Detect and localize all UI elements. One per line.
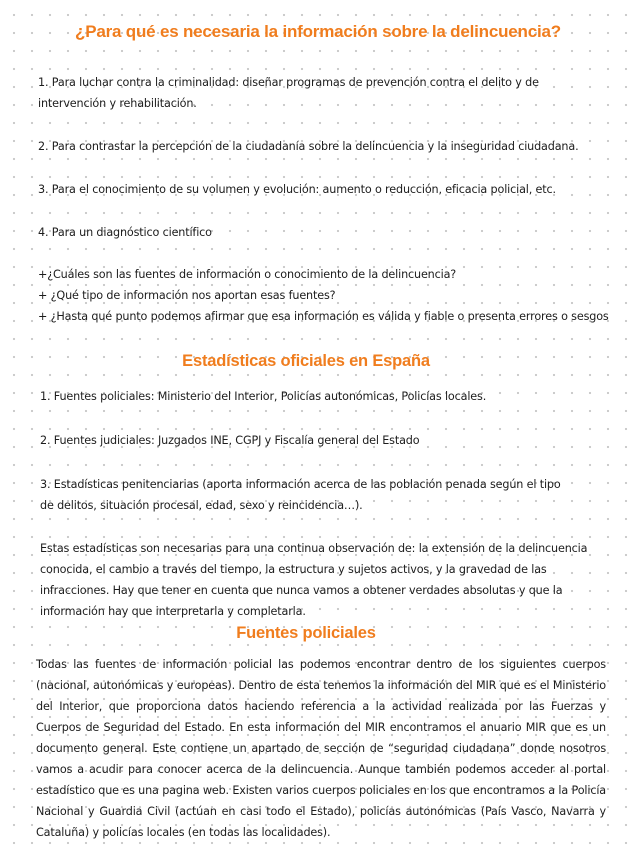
section2-item-1: 1. Fuentes policiales: Ministerio del Interior, Policías autonómicas, Policías locales. — [40, 390, 487, 403]
section2-paragraph: Estas estadísticas son necesarias para una continua observación de: la extensión de la delincuencia conocida, el cambio a través del tiempo, la estructura y sujetos activos, y la gravedad de las infracciones. Hay que tener en cuenta que nunca vamos a obtener verdades absolutas y que la información hay que interpretarla y completarla. — [40, 542, 588, 618]
section1-item-3: 3. Para el conocimiento de su volumen y evolución: aumento o reducción, eficacia policial, etc. — [38, 183, 556, 196]
question-1: +¿Cuáles son las fuentes de información o conocimiento de la delincuencia? — [38, 268, 457, 281]
section2-item-3: 3. Estadísticas penitenciarias (aporta información acerca de las población penada según el tipo de delitos, situación procesal, edad, sexo y reincidencia…). — [40, 478, 561, 512]
section1-item-4: 4. Para un diagnóstico científico — [38, 226, 212, 239]
section2-item-2: 2. Fuentes judiciales: Juzgados INE, CGPJ y Fiscalía general del Estado — [40, 434, 420, 447]
section1-item-2: 2. Para contrastar la percepción de la ciudadanía sobre la delincuencia y la inseguridad ciudadana. — [38, 140, 579, 153]
questions-list — [38, 264, 628, 327]
section1-item-1: 1. Para luchar contra la criminalidad: diseñar programas de prevención contra el delito y de intervención y rehabilitación. — [38, 76, 539, 110]
section2-title: Estadísticas oficiales en España — [182, 352, 430, 370]
question-3: + ¿Hasta qué punto podemos afirmar que esa información es válida y fiable o presenta errores o sesgos — [38, 310, 609, 323]
section1-title: ¿Para qué es necesaria la información sobre la delincuencia? — [75, 22, 561, 41]
section3-paragraph: Todas las fuentes de información policial las podemos encontrar dentro de los siguientes cuerpos (nacional, autonómicas y europeas). Dentro de esta tenemos la información del MIR que es el Ministerio del Interior, que proporciona datos haciendo referencia a la actividad realizada por las Fuerzas y Cuerpos de Seguridad del Estado. En esta información del MIR encontramos el anuario MIR que es un documento general. Este contiene un apartado de sección de “seguridad ciudadana” donde nosotros vamos a acudir para conocer acerca de la delincuencia. Aunque también podemos acceder al portal estadístico que es una pagina web. Existen varios cuerpos policiales en los que encontramos a la Policía Nacional y Guardia Civil (actúan en casi todo el Estado), policías autonómicas (País Vasco, Navarra y Cataluña) y policías locales (en todas las localidades). — [36, 658, 606, 839]
section3-title: Fuentes policiales — [236, 624, 376, 642]
question-2: + ¿Qué tipo de información nos aportan esas fuentes? — [38, 289, 336, 302]
